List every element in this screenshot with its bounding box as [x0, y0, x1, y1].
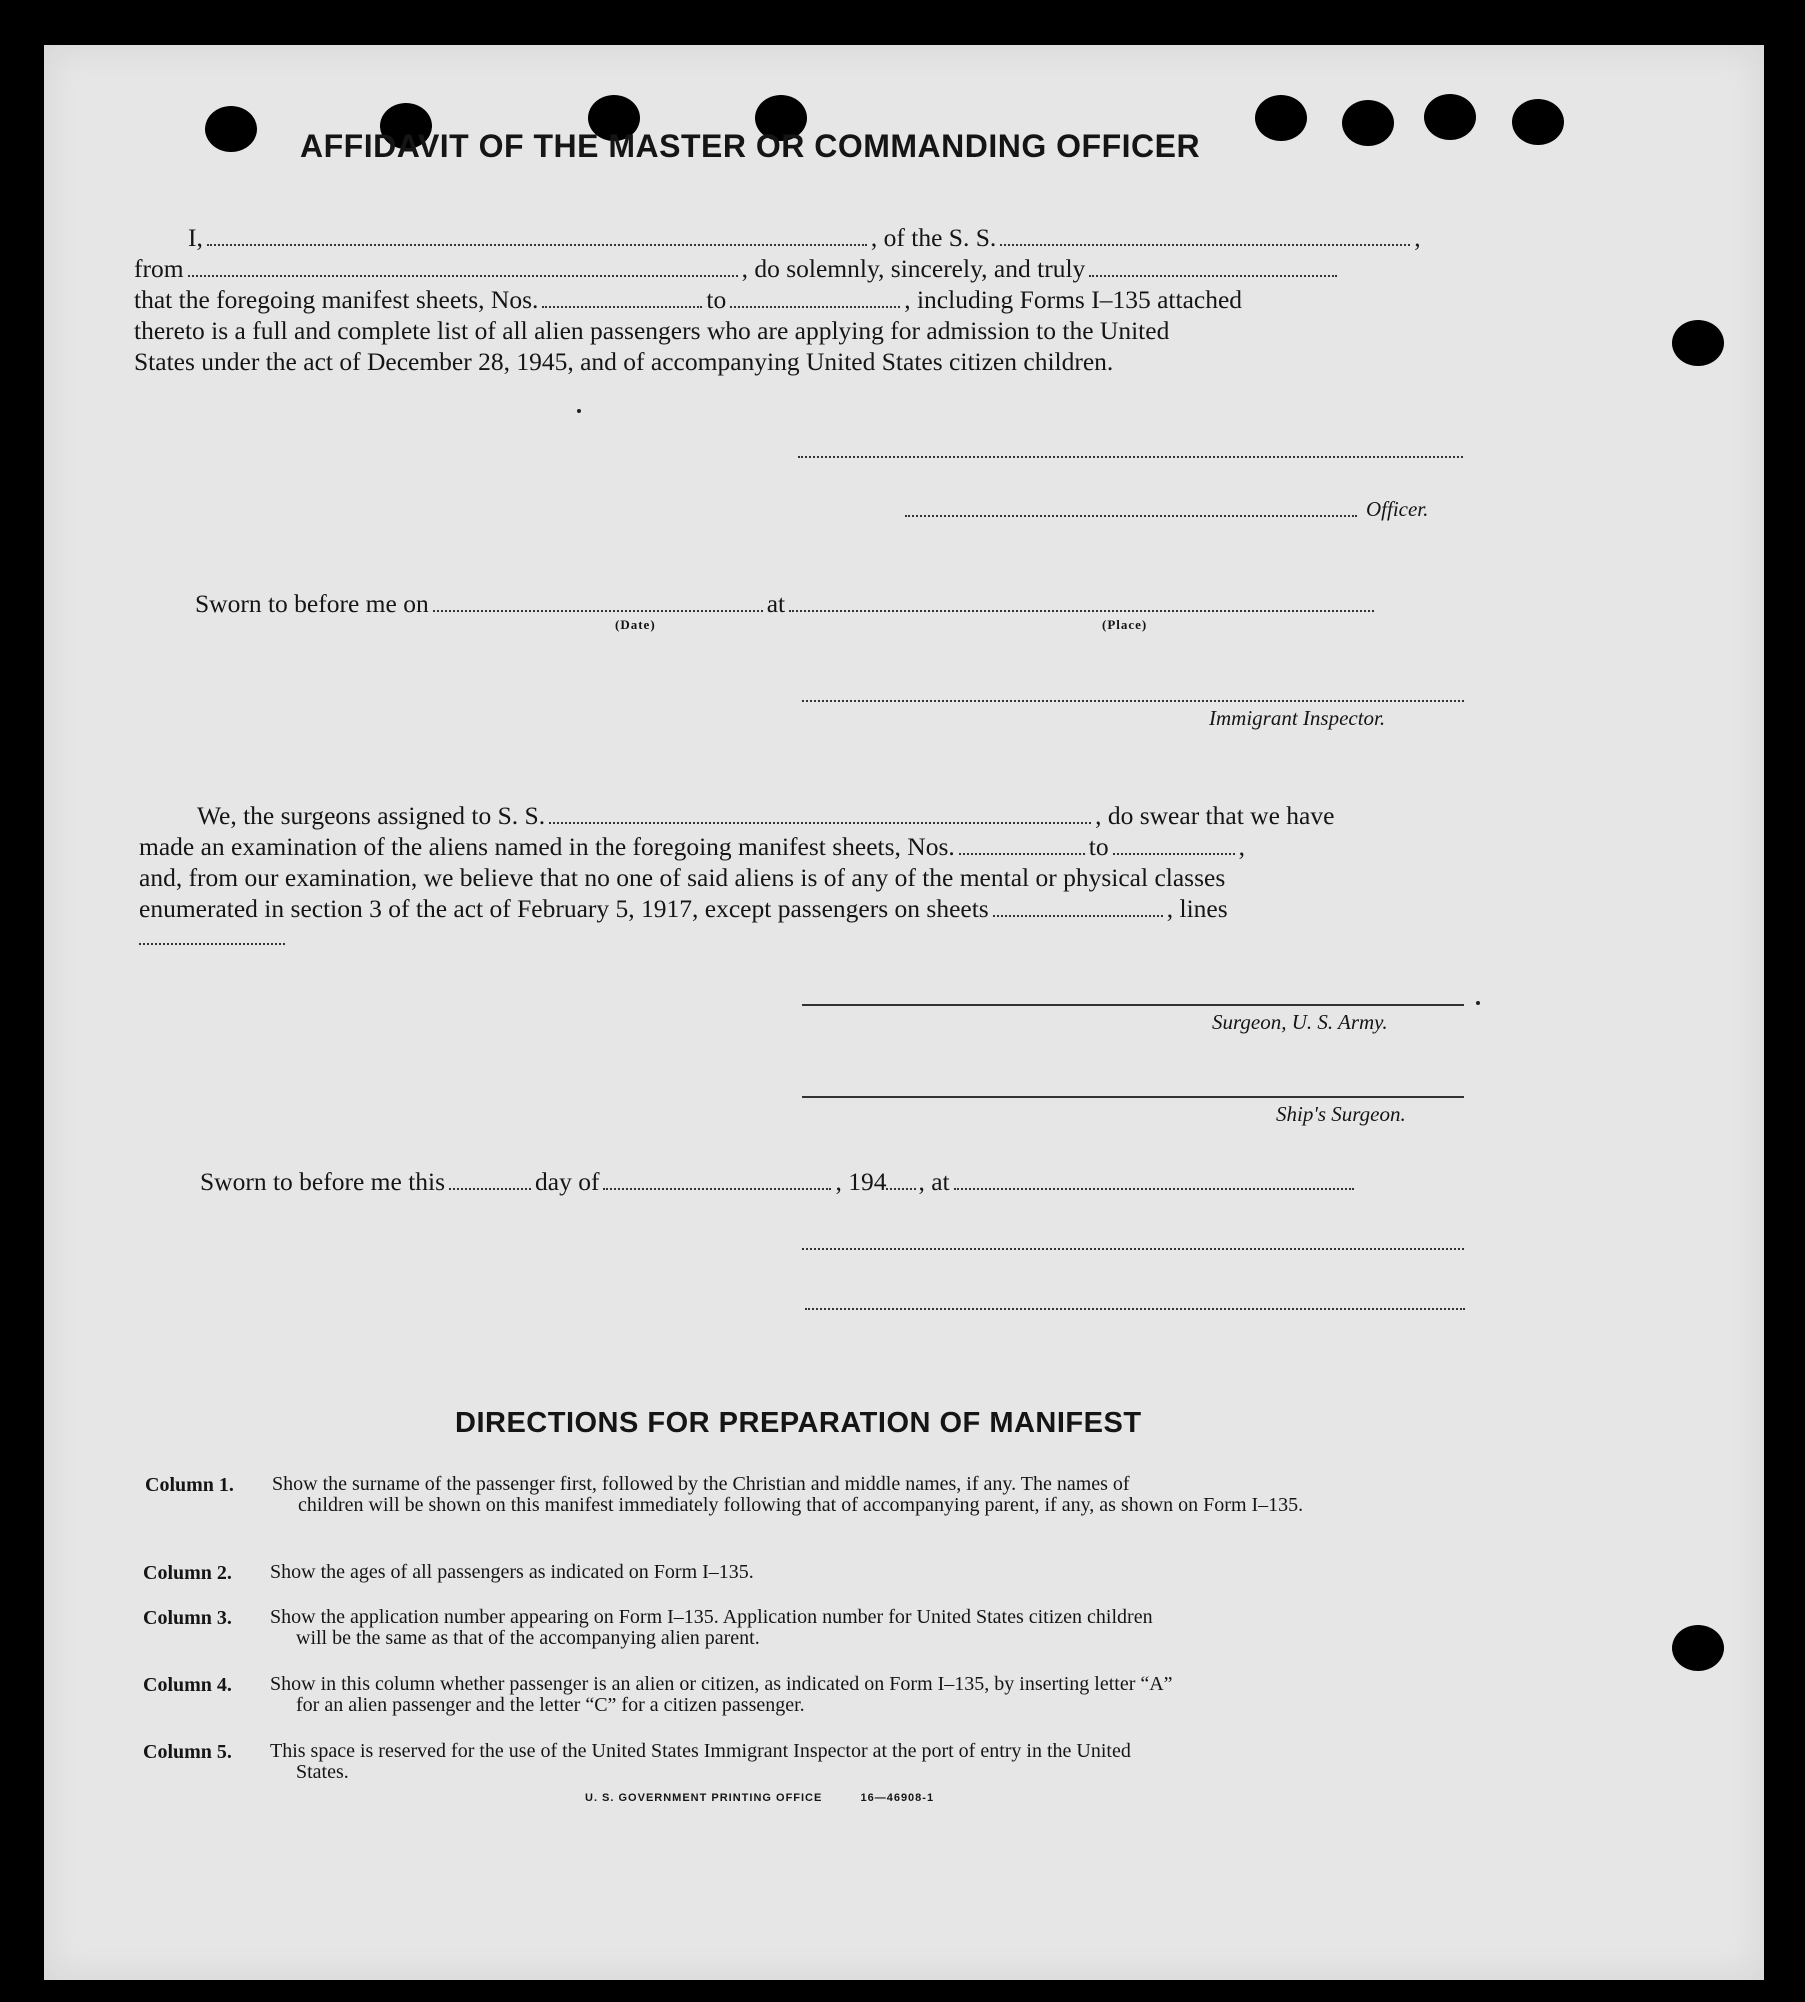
army-surgeon-label: Surgeon, U. S. Army. [1212, 1010, 1388, 1034]
column-5-text: This space is reserved for the use of the United States Immigrant Inspector at the port of entry in the United States. [270, 1740, 1131, 1783]
army-surgeon-signature-line[interactable] [802, 1004, 1464, 1006]
inspector-label: Immigrant Inspector. [1209, 706, 1386, 730]
exam-sheet-to-field[interactable] [1113, 852, 1235, 855]
sworn-month-field[interactable] [603, 1187, 831, 1190]
surgeon-ship-field[interactable] [549, 821, 1091, 824]
sheet-to-field[interactable] [730, 305, 900, 308]
sworn-date-field[interactable] [433, 609, 763, 612]
officer-signature-line-2[interactable] [802, 1248, 1464, 1250]
column-2-label: Column 2. [143, 1562, 232, 1584]
exception-sheets-field[interactable] [993, 914, 1163, 917]
punch-hole [1512, 99, 1564, 145]
sworn-statement-2: Sworn to before me this day of , 194 , at [200, 1166, 1358, 1197]
affidavit-line-4: thereto is a full and complete list of all alien passengers who are applying for admission to the United [134, 316, 1170, 345]
officer-signature-line[interactable] [905, 515, 1357, 517]
punch-hole [1672, 1625, 1724, 1671]
place-caption: (Place) [1102, 617, 1148, 632]
exam-sheet-from-field[interactable] [959, 852, 1085, 855]
affidavit-line-3: that the foregoing manifest sheets, Nos. to , including Forms I–135 attached [134, 285, 1243, 314]
sheet-from-field[interactable] [542, 305, 702, 308]
sworn-statement-1: Sworn to before me on at [195, 588, 1378, 619]
ships-surgeon-signature-line[interactable] [802, 1096, 1464, 1098]
surgeons-line-4: enumerated in section 3 of the act of February 5, 1917, except passengers on sheets , lines [139, 894, 1228, 923]
sworn2-place-field[interactable] [954, 1187, 1354, 1190]
date-caption: (Date) [615, 617, 656, 632]
column-3-label: Column 3. [143, 1607, 232, 1629]
signature-line[interactable] [798, 456, 1463, 458]
column-4-text: Show in this column whether passenger is an alien or citizen, as indicated on Form I–135, by inserting letter “A” for an alien passenger and the letter “C” for a citizen passenger. [270, 1673, 1173, 1716]
officer-label: Officer. [1366, 497, 1429, 521]
surgeons-line-2: made an examination of the aliens named in the foregoing manifest sheets, Nos. to , [139, 832, 1245, 861]
master-name-field[interactable] [207, 243, 867, 246]
column-2-text: Show the ages of all passengers as indicated on Form I–135. [270, 1561, 754, 1583]
punch-hole [1342, 100, 1394, 146]
affidavit-line-5: States under the act of December 28, 1945, and of accompanying United States citizen children. [134, 347, 1114, 376]
affidavit-line-2: from , do solemnly, sincerely, and truly [134, 253, 1341, 284]
punch-hole [205, 106, 257, 152]
ship-name-field[interactable] [1000, 243, 1410, 246]
speck [1476, 1001, 1480, 1005]
punch-hole [1672, 320, 1724, 366]
printer-name: U. S. GOVERNMENT PRINTING OFFICE [585, 1792, 823, 1804]
punch-hole [1424, 94, 1476, 140]
sworn-day-field[interactable] [449, 1187, 531, 1190]
affidavit-line-1: I, , of the S. S. , [188, 223, 1421, 252]
surgeons-line-1: We, the surgeons assigned to S. S. , do swear that we have [197, 801, 1335, 830]
column-1-label: Column 1. [145, 1474, 234, 1496]
sworn-year-field[interactable] [886, 1187, 916, 1190]
ships-surgeon-label: Ship's Surgeon. [1276, 1102, 1406, 1126]
column-5-label: Column 5. [143, 1741, 232, 1763]
inspector-signature-line[interactable] [802, 700, 1464, 702]
oath-field[interactable] [1089, 274, 1337, 277]
column-3-text: Show the application number appearing on Form I–135. Application number for United States citizen children will be the same as that of the accompanying alien parent. [270, 1606, 1153, 1649]
surgeons-line-3: and, from our examination, we believe that no one of said aliens is of any of the mental or physical classes [139, 863, 1226, 892]
sworn-place-field[interactable] [789, 609, 1374, 612]
printer-imprint [585, 1792, 934, 1804]
speck [577, 409, 581, 413]
affidavit-title: AFFIDAVIT OF THE MASTER OR COMMANDING OFFICER [300, 128, 1201, 164]
exception-lines-field[interactable] [139, 943, 285, 945]
directions-title: DIRECTIONS FOR PREPARATION OF MANIFEST [455, 1407, 1142, 1439]
form-code: 16—46908-1 [860, 1792, 935, 1804]
column-1-text: Show the surname of the passenger first, followed by the Christian and middle names, if any. The names of children will be shown on this manifest immediately following that of accompanying parent, if any, as shown on Form I–135. [272, 1473, 1304, 1516]
from-port-field[interactable] [188, 274, 738, 277]
officer-title-line-2[interactable] [805, 1308, 1465, 1310]
column-4-label: Column 4. [143, 1674, 232, 1696]
